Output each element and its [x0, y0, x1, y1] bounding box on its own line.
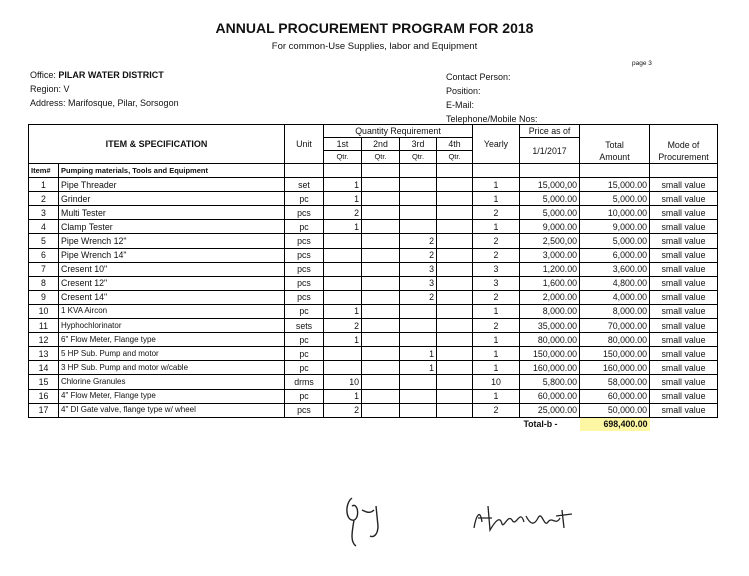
cell-total: 5,000.00	[580, 234, 650, 248]
cell-total: 9,000.00	[580, 220, 650, 234]
cell-item-number: 7	[29, 262, 59, 276]
empty-cell	[580, 164, 650, 178]
cell-q1	[324, 234, 362, 248]
cell-q2	[362, 276, 400, 290]
cell-total: 70,000.00	[580, 319, 650, 333]
cell-price: 5,000.00	[520, 206, 580, 220]
cell-item-spec: Hyphochlorinator	[59, 319, 285, 333]
cell-mode: small value	[650, 347, 718, 361]
table-row	[29, 361, 718, 375]
cell-mode: small value	[650, 276, 718, 290]
table-row	[29, 347, 718, 361]
cell-item-spec: 5 HP Sub. Pump and motor	[59, 347, 285, 361]
cell-total: 3,600.00	[580, 262, 650, 276]
cell-mode: small value	[650, 290, 718, 304]
cell-q1	[324, 347, 362, 361]
cell-mode: small value	[650, 178, 718, 192]
empty-cell	[650, 417, 718, 431]
cell-yearly: 2	[473, 319, 520, 333]
section-label: Pumping materials, Tools and Equipment	[59, 164, 285, 178]
header-item-number: Item#	[29, 164, 59, 178]
cell-q2	[362, 206, 400, 220]
cell-q1	[324, 290, 362, 304]
cell-q3	[400, 178, 437, 192]
cell-unit: pc	[285, 304, 324, 318]
cell-unit: drms	[285, 375, 324, 389]
cell-unit: set	[285, 178, 324, 192]
header-quantity-requirement: Quantity Requirement	[324, 125, 473, 138]
table-row	[29, 206, 718, 220]
cell-mode: small value	[650, 248, 718, 262]
cell-total: 150,000.00	[580, 347, 650, 361]
cell-q4	[437, 276, 473, 290]
cell-q4	[437, 290, 473, 304]
position-label: Position:	[446, 86, 481, 96]
cell-q2	[362, 304, 400, 318]
cell-total: 15,000.00	[580, 178, 650, 192]
cell-unit: pc	[285, 361, 324, 375]
cell-total: 6,000.00	[580, 248, 650, 262]
cell-unit: pc	[285, 333, 324, 347]
cell-item-number: 11	[29, 319, 59, 333]
cell-mode: small value	[650, 262, 718, 276]
cell-q4	[437, 361, 473, 375]
cell-item-spec: Cresent 10"	[59, 262, 285, 276]
signature-mark-1	[340, 492, 388, 550]
cell-price: 1,600.00	[520, 276, 580, 290]
cell-q3	[400, 304, 437, 318]
cell-q3	[400, 333, 437, 347]
cell-unit: pcs	[285, 276, 324, 290]
cell-price: 1,200.00	[520, 262, 580, 276]
cell-total: 58,000.00	[580, 375, 650, 389]
header-total	[580, 125, 650, 164]
cell-q2	[362, 290, 400, 304]
header-qtr-4: Qtr.	[437, 151, 473, 164]
cell-q1: 1	[324, 192, 362, 206]
email-label: E-Mail:	[446, 100, 475, 110]
cell-mode: small value	[650, 403, 718, 417]
header-total-line2: Amount	[599, 152, 630, 162]
cell-q4	[437, 234, 473, 248]
cell-yearly: 2	[473, 206, 520, 220]
table-row	[29, 319, 718, 333]
cell-item-spec: 1 KVA Aircon	[59, 304, 285, 318]
empty-cell	[650, 164, 718, 178]
table-row	[29, 290, 718, 304]
cell-yearly: 3	[473, 276, 520, 290]
cell-q2	[362, 192, 400, 206]
cell-q2	[362, 361, 400, 375]
cell-q3	[400, 389, 437, 403]
header-total-line1: Total	[605, 140, 624, 150]
empty-cell	[520, 164, 580, 178]
cell-item-spec: Pipe Wrench 12"	[59, 234, 285, 248]
cell-unit: pcs	[285, 206, 324, 220]
cell-price: 25,000.00	[520, 403, 580, 417]
page-number: page 3	[632, 60, 652, 67]
cell-mode: small value	[650, 304, 718, 318]
cell-unit: pcs	[285, 234, 324, 248]
empty-cell	[437, 164, 473, 178]
cell-unit: pc	[285, 347, 324, 361]
cell-q3: 2	[400, 234, 437, 248]
cell-yearly: 1	[473, 347, 520, 361]
cell-q4	[437, 206, 473, 220]
header-yearly: Yearly	[473, 125, 520, 164]
empty-cell	[362, 164, 400, 178]
cell-item-number: 17	[29, 403, 59, 417]
cell-item-number: 15	[29, 375, 59, 389]
cell-total: 160,000.00	[580, 361, 650, 375]
empty-cell	[473, 164, 520, 178]
cell-total: 60,000.00	[580, 389, 650, 403]
cell-q1: 1	[324, 389, 362, 403]
header-mode-line2: Procurement	[658, 152, 709, 162]
cell-item-spec: Pipe Threader	[59, 178, 285, 192]
cell-total: 80,000.00	[580, 333, 650, 347]
office-label: Office:	[30, 70, 56, 80]
cell-unit: sets	[285, 319, 324, 333]
header-item-spec: ITEM & SPECIFICATION	[29, 125, 285, 164]
cell-total: 8,000.00	[580, 304, 650, 318]
header-qtr-1: Qtr.	[324, 151, 362, 164]
cell-q2	[362, 403, 400, 417]
office-info	[30, 68, 179, 110]
cell-yearly: 1	[473, 389, 520, 403]
cell-q2	[362, 220, 400, 234]
region-line: Region: V	[30, 84, 70, 94]
table-row	[29, 276, 718, 290]
cell-q2	[362, 389, 400, 403]
cell-q1	[324, 276, 362, 290]
cell-yearly: 2	[473, 248, 520, 262]
cell-q1: 1	[324, 333, 362, 347]
table-row	[29, 234, 718, 248]
cell-item-spec: 4" DI Gate valve, flange type w/ wheel	[59, 403, 285, 417]
cell-mode: small value	[650, 389, 718, 403]
cell-unit: pc	[285, 389, 324, 403]
phone-label: Telephone/Mobile Nos:	[446, 114, 538, 124]
table-row	[29, 178, 718, 192]
cell-q4	[437, 347, 473, 361]
cell-item-number: 4	[29, 220, 59, 234]
cell-q4	[437, 403, 473, 417]
cell-item-number: 1	[29, 178, 59, 192]
header-row-1	[29, 125, 718, 138]
cell-q4	[437, 333, 473, 347]
cell-price: 5,800.00	[520, 375, 580, 389]
cell-q3	[400, 403, 437, 417]
cell-yearly: 1	[473, 192, 520, 206]
cell-item-number: 13	[29, 347, 59, 361]
header-q4: 4th	[437, 138, 473, 151]
cell-q4	[437, 220, 473, 234]
contact-person-label: Contact Person:	[446, 72, 511, 82]
cell-price: 3,000.00	[520, 248, 580, 262]
cell-yearly: 3	[473, 262, 520, 276]
cell-item-number: 16	[29, 389, 59, 403]
contact-info	[446, 70, 538, 126]
cell-yearly: 2	[473, 290, 520, 304]
cell-q3	[400, 319, 437, 333]
cell-q1: 1	[324, 220, 362, 234]
table-row	[29, 192, 718, 206]
table-row	[29, 389, 718, 403]
empty-cell	[285, 164, 324, 178]
cell-price: 60,000.00	[520, 389, 580, 403]
cell-q1	[324, 248, 362, 262]
cell-item-spec: Cresent 12"	[59, 276, 285, 290]
cell-mode: small value	[650, 206, 718, 220]
cell-unit: pcs	[285, 403, 324, 417]
table-row	[29, 375, 718, 389]
cell-item-number: 8	[29, 276, 59, 290]
cell-item-spec: Chlorine Granules	[59, 375, 285, 389]
cell-price: 150,000.00	[520, 347, 580, 361]
cell-q3	[400, 220, 437, 234]
cell-q4	[437, 192, 473, 206]
cell-yearly: 10	[473, 375, 520, 389]
cell-q1	[324, 361, 362, 375]
page-title: ANNUAL PROCUREMENT PROGRAM FOR 2018	[215, 20, 534, 36]
header-mode	[650, 125, 718, 164]
cell-q4	[437, 262, 473, 276]
table-row	[29, 220, 718, 234]
cell-item-spec: 4" Flow Meter, Flange type	[59, 389, 285, 403]
cell-unit: pcs	[285, 248, 324, 262]
header-qtr-2: Qtr.	[362, 151, 400, 164]
cell-mode: small value	[650, 192, 718, 206]
cell-mode: small value	[650, 319, 718, 333]
cell-total: 10,000.00	[580, 206, 650, 220]
cell-item-number: 14	[29, 361, 59, 375]
header-mode-line1: Mode of	[667, 140, 700, 150]
office-line	[30, 68, 179, 82]
table-row	[29, 262, 718, 276]
cell-item-spec: Cresent 14"	[59, 290, 285, 304]
cell-yearly: 1	[473, 361, 520, 375]
cell-item-spec: Grinder	[59, 192, 285, 206]
total-value: 698,400.00	[580, 417, 650, 431]
cell-unit: pc	[285, 192, 324, 206]
cell-q2	[362, 319, 400, 333]
cell-total: 5,000.00	[580, 192, 650, 206]
cell-item-number: 3	[29, 206, 59, 220]
cell-item-spec: 3 HP Sub. Pump and motor w/cable	[59, 361, 285, 375]
cell-q2	[362, 333, 400, 347]
cell-total: 50,000.00	[580, 403, 650, 417]
cell-mode: small value	[650, 375, 718, 389]
cell-q3	[400, 206, 437, 220]
cell-q3: 3	[400, 262, 437, 276]
cell-item-number: 2	[29, 192, 59, 206]
cell-q3: 1	[400, 361, 437, 375]
cell-q1: 2	[324, 319, 362, 333]
cell-yearly: 1	[473, 220, 520, 234]
total-row	[29, 417, 718, 431]
cell-item-spec: Pipe Wrench 14"	[59, 248, 285, 262]
signature-mark-2	[468, 498, 578, 538]
cell-item-number: 10	[29, 304, 59, 318]
cell-q3: 1	[400, 347, 437, 361]
cell-unit: pcs	[285, 290, 324, 304]
table-row	[29, 248, 718, 262]
table-row	[29, 403, 718, 417]
table-row	[29, 333, 718, 347]
cell-q4	[437, 389, 473, 403]
empty-cell	[400, 164, 437, 178]
address-line: Address: Marifosque, Pilar, Sorsogon	[30, 98, 179, 108]
cell-price: 2,500,00	[520, 234, 580, 248]
cell-item-number: 6	[29, 248, 59, 262]
cell-q2	[362, 375, 400, 389]
header-q1: 1st	[324, 138, 362, 151]
cell-q3: 2	[400, 290, 437, 304]
cell-q4	[437, 319, 473, 333]
cell-item-spec: 6" Flow Meter, Flange type	[59, 333, 285, 347]
cell-price: 160,000.00	[520, 361, 580, 375]
cell-mode: small value	[650, 234, 718, 248]
cell-q1: 1	[324, 304, 362, 318]
header-price-a: Price as of	[520, 125, 580, 138]
cell-yearly: 1	[473, 178, 520, 192]
cell-item-number: 12	[29, 333, 59, 347]
cell-q3	[400, 375, 437, 389]
cell-q4	[437, 304, 473, 318]
cell-item-spec: Multi Tester	[59, 206, 285, 220]
cell-q1: 2	[324, 403, 362, 417]
cell-q3	[400, 192, 437, 206]
cell-yearly: 1	[473, 304, 520, 318]
cell-mode: small value	[650, 220, 718, 234]
cell-yearly: 2	[473, 403, 520, 417]
total-label: Total-b -	[523, 419, 558, 430]
cell-unit: pc	[285, 220, 324, 234]
cell-yearly: 2	[473, 234, 520, 248]
cell-total: 4,800.00	[580, 276, 650, 290]
header-unit: Unit	[285, 125, 324, 164]
header-q2: 2nd	[362, 138, 400, 151]
cell-price: 80,000.00	[520, 333, 580, 347]
cell-q1: 2	[324, 206, 362, 220]
procurement-table	[28, 124, 718, 431]
cell-q1: 10	[324, 375, 362, 389]
header-q3: 3rd	[400, 138, 437, 151]
cell-q2	[362, 178, 400, 192]
cell-q1: 1	[324, 178, 362, 192]
cell-yearly: 1	[473, 333, 520, 347]
cell-item-number: 9	[29, 290, 59, 304]
empty-cell	[324, 164, 362, 178]
header-price-b: 1/1/2017	[520, 138, 580, 164]
cell-mode: small value	[650, 333, 718, 347]
cell-mode: small value	[650, 361, 718, 375]
office-value: PILAR WATER DISTRICT	[58, 70, 164, 80]
cell-price: 15,000,00	[520, 178, 580, 192]
section-row	[29, 164, 718, 178]
cell-q3: 2	[400, 248, 437, 262]
cell-q2	[362, 248, 400, 262]
cell-q4	[437, 375, 473, 389]
cell-q2	[362, 234, 400, 248]
cell-price: 9,000.00	[520, 220, 580, 234]
header-qtr-3: Qtr.	[400, 151, 437, 164]
table-body	[29, 178, 718, 418]
cell-item-number: 5	[29, 234, 59, 248]
cell-price: 35,000.00	[520, 319, 580, 333]
cell-q3: 3	[400, 276, 437, 290]
page-subtitle: For common-Use Supplies, labor and Equipment	[271, 41, 478, 52]
cell-q2	[362, 347, 400, 361]
cell-q1	[324, 262, 362, 276]
cell-price: 5,000.00	[520, 192, 580, 206]
cell-total: 4,000.00	[580, 290, 650, 304]
cell-item-spec: Clamp Tester	[59, 220, 285, 234]
cell-q2	[362, 262, 400, 276]
cell-q4	[437, 178, 473, 192]
cell-price: 2,000.00	[520, 290, 580, 304]
table-row	[29, 304, 718, 318]
cell-unit: pcs	[285, 262, 324, 276]
cell-price: 8,000.00	[520, 304, 580, 318]
cell-q4	[437, 248, 473, 262]
